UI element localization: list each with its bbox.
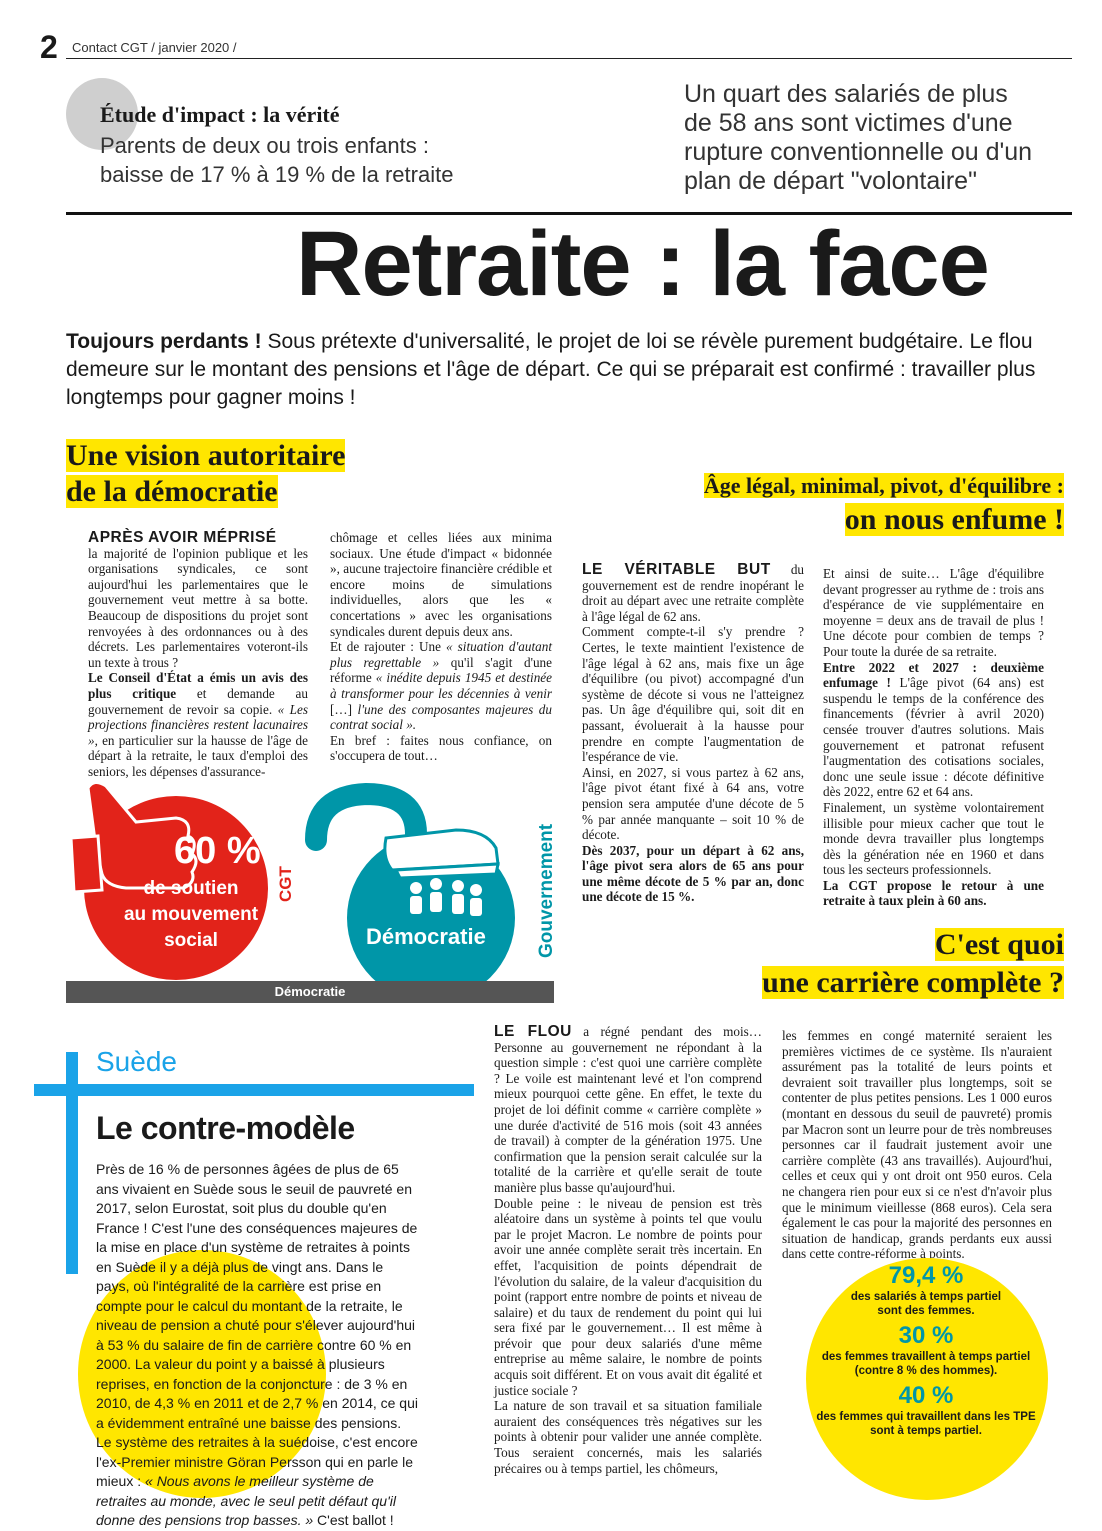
suede-title: Le contre-modèle [96,1110,355,1146]
gouvernement-label: Gouvernement [536,823,557,958]
infographic [66,778,556,1006]
stat-value: 79,4 % [888,1262,964,1289]
vision-col2-italic1: « situation d'autant plus regrettable » [330,639,552,670]
impact-study-line1: Parents de deux ou trois enfants : [100,133,429,158]
vision-p2-end: , en particulier sur la hausse de l'âge de départ à la retraite, le taux d'emploi des seniors, les dépenses d'assurance- [88,732,308,779]
age-p2: Comment compte-t-il s'y prendre ? Certes, le texte maintient l'existence de l'âge légal à 62 ans, mais fixe un âge d'équilibre (ou pivot) accompagné d'un système de décote si vous ne l'atteignez pas. Un âge d'équilibre qui, soit dit en passant, évoluerait à la hausse pour prendre en compte l'augmentation de l'espérance de vie. [582,624,804,765]
vision-title-line2: de la démocratie [66,475,278,508]
age-title-line1: Âge légal, minimal, pivot, d'équilibre : [703,473,1064,498]
age-col2-p4-bold: La CGT propose le retour à une retraite à taux plein à 60 ans. [823,877,1044,909]
vision-p2: et demande au gouvernement de revoir sa copie. [88,685,308,717]
carriere-title-line2: une carrière complète ? [762,966,1064,999]
stats-block [770,1262,1082,1438]
carriere-col1 [494,1024,762,1476]
support-line1: de soutien [143,878,239,899]
carriere-col2 [782,1028,1052,1262]
vision-col2-mid: qu'il s'agit d'une réforme [330,654,553,686]
cgt-label: CGT [276,866,295,902]
vision-p2-bold: Le Conseil d'État a émis un avis des plus critique [88,670,308,701]
carriere-p1: a régné pendant des mois… Personne au gouvernement ne répondant à la question simple : c'est quoi une carrière complète ? Le voile est maintenant levé et l'on comprend mieux pourquoi cette gêne. En effet, le texte du projet de loi définit comme « carrière complète » une durée d'activité de 516 mois (soit 43 années de travail) à compter de la génération 1975. Une confirmation que la pension serait calculée sur la totalité de la carrière et qu'elle serait de toute manière plus basse qu'aujourd'hui. [494,1024,762,1195]
stat-line: des femmes qui travaillent dans les TPE [816,1411,1036,1423]
age-col1 [582,562,804,905]
intro-bold: Toujours perdants ! [66,330,262,353]
stat-line: des salariés à temps partiel [850,1291,1002,1303]
vision-lead: APRÈS AVOIR MÉPRISÉ [88,529,277,546]
carriere-title [560,926,1064,1002]
quarter-line: Un quart des salariés de plus [684,80,1008,108]
age-title [560,472,1064,540]
carriere-p3: La nature de son travail et sa situation familiale auraient des conséquences très négatives sur les points à obtenir pour valider une année complète. Tous seraient concernés, mais les salariés précaires ou à temps partiel, les chômeurs, [494,1398,762,1476]
stat-value: 40 % [898,1382,954,1409]
percent-60: 60 % [174,830,261,872]
suede-end: C'est ballot ! [313,1512,394,1528]
stat-line: des femmes travaillent à temps partiel [821,1351,1031,1363]
quarter-workers-box [684,80,1032,196]
age-col2-p2: L'âge pivot (64 ans) est suspendu le temps de la conférence des financements (février à avril 2020) censée trouver d'autres solutions. Mais gouvernement et patronat refusent l'augmentation des cotisations sociales, donc une seule issue : décote définitive dès 2022, entre 62 et 64 ans. [823,675,1044,800]
vision-col2 [330,530,552,764]
suede-kicker: Suède [96,1046,183,1078]
stat-line: sont des femmes. [877,1305,975,1317]
age-col2 [823,566,1044,909]
support-label [116,876,266,954]
vision-col2-p3: En bref : faites nous confiance, on s'occupera de tout… [330,732,552,764]
age-p3: Ainsi, en 2027, si vous partez à 62 ans, l'âge pivot étant fixé à 64 ans, votre pension sera amputée d'une décote de 5 % par année manquante – soit 10 % de décote. [582,764,804,843]
intro-paragraph [66,328,1036,412]
vision-col2-p2: Et de rajouter : Une [330,639,447,655]
age-col2-p1: Et ainsi de suite… L'âge d'équilibre devant progresser au rythme de : trois ans d'espérance de vie supplémentaire en moyenne = deux ans de travail de plus ! Une décote pour combien de temps ? Pour toute la durée de sa retraite. [823,566,1044,659]
quarter-line: rupture conventionnelle ou d'un [684,138,1033,166]
stat-line: sont à temps partiel. [870,1425,982,1437]
quarter-line: plan de départ "volontaire" [684,167,977,195]
age-col2-p3: Finalement, un système volontairement illisible pour mieux cacher que tout le monde devra travailler plus longtemps dès la génération née en 1960 et dans tous les secteurs professionnels. [823,799,1044,878]
vision-title [66,438,345,510]
intro-text: Sous prétexte d'universalité, le projet de loi se révèle purement budgétaire. Le flou demeure sur le montant des pensions et l'âge de départ. Ce qui se préparait est confirmé : travailler plus longtemps pour gagner moins ! [66,330,1036,409]
democratie-bar-label: Démocratie [274,984,346,999]
age-title-line2: on nous enfume ! [844,503,1064,536]
age-p4-bold: Dès 2037, pour un départ à 62 ans, l'âge pivot sera alors de 65 ans pour une même décote de 5 % par an, donc une décote de 15 %. [582,842,804,905]
vision-col1 [88,530,308,780]
age-lead: LE VÉRITABLE BUT [582,561,771,578]
democratie-circle-label: Démocratie [366,924,486,949]
boot-icon [385,830,498,878]
vision-col2-mid2: […] [330,701,358,717]
carriere-title-line1: C'est quoi [934,928,1064,961]
stat-line: (contre 8 % des hommes). [854,1365,998,1377]
vision-col2-italic3: l'une des composantes majeures du contrat social ». [330,701,552,733]
vision-col2-p1: chômage et celles liées aux minima sociaux. Une étude d'impact « bidonnée », aucune trajectoire financière crédible et encore moins de simulations individuelles, alors que les « concertations » avec les organisations syndicales durent depuis deux ans. [330,530,552,639]
vision-col2-italic2: « inédite depuis 1945 et destinée à transformer pour les décennies à venir [330,670,552,701]
vision-title-line1: Une vision autoritaire [66,439,346,472]
carriere-col2-p1: les femmes en congé maternité seraient les premières victimes de ce système. Ils n'auraient assurément pas la totalité de leurs points et devraient soit travailler plus longtemps, soit se contenter de plus petites pensions. Les 1 000 euros (montant en dessous du seuil de pauvreté) promis par Macron sont un leurre pour de très nombreuses personnes car il faudrait justement avoir une carrière complète (43 ans travaillés). Aujourd'hui, celles et ceux qui y ont droit ont 950 euros. Cela ne changera rien pour eux si ce n'est d'n'avoir plus que le minimum vieillesse (868 euros). Cela sera également le cas pour la majorité des personnes en situation de handicap, grands perdants eux aussi dans cette contre-réforme à points. [782,1028,1052,1262]
quarter-line: de 58 ans sont victimes d'une [684,109,1013,137]
suede-quote: « Nous avons le meilleur système de retraites au monde, avec le seul petit défaut qu'il donne des pensions trop basses. » [96,1473,396,1528]
age-col2-p2-bold: Entre 2022 et 2027 : deuxième enfumage ! [823,659,1044,691]
age-p1: du gouvernement est de rendre inopérant le droit au départ avec une retraite complète à l'âge légal de 62 ans. [582,562,805,624]
headline: Retraite : la face [296,213,989,315]
impact-study-line2: baisse de 17 % à 19 % de la retraite [100,162,454,187]
suede-body: Près de 16 % de personnes âgées de plus de 65 ans vivaient en Suède sous le seuil de pauvreté en 2017, selon Eurostat, soit plus du double qu'en France ! C'est l'une des conséquences majeures de la mise en place d'un système de retraites à points en Suède il y a déjà plus de vingt ans. Dans le pays, où l'intégralité de la carrière est prise en compte pour le calcul du montant de la retraite, le niveau de pension a chuté pour s'élever aujourd'hui à 53 % du salaire de fin de carrière contre 60 % en 2000. La valeur du point y a baissé à plusieurs reprises, en fonction de la conjoncture : de 3 % en 2010, de 4,3 % en 2011 et de 2,7 % en 2014, ce qui a évidemment entraîné une baisse des pensions. Le système des retraites à la suédoise, c'est encore l'ex-Premier ministre Göran Persson qui en parle le mieux : [96,1161,418,1489]
carriere-p2: Double peine : le niveau de pension est très aléatoire dans un système à points tel que voulu par le projet Macron. Le nombre de points pour avoir une année complète serait très incertain. En effet, l'acquisition de points dépendrait de l'évolution du salaire, de la valeur d'acquisition du point (rapport entre nombre de points et niveau de salaire) et du taux de rendement du point qui lui sera fixé par le gouvernement… Il est même à prévoir que pour deux salariés d'une même entreprise au même salaire, le nombre de points acquis soit différent. Et on vous avait dit égalité et justice sociale ? [494,1195,762,1398]
suede-cross-horizontal [34,1084,474,1096]
vision-p2-italic: « Les projections financières restent lacunaires » [88,701,308,748]
impact-study-title: Étude d'impact : la vérité [100,102,340,127]
page-number: 2 [40,29,58,65]
support-line3: social [164,930,218,951]
header-rule [66,58,1072,59]
support-line2: au mouvement [123,904,259,925]
stat-value: 30 % [898,1322,954,1349]
running-title: Contact CGT / janvier 2020 / [72,40,237,55]
carriere-lead: LE FLOU [494,1023,572,1040]
suede-text [96,1160,418,1531]
vision-p1: la majorité de l'opinion publique et les organisations syndicales, ce sont aujourd'hui les parlementaires que le gouvernement veut mettre à sa botte. Beaucoup de dispositions du projet sont renvoyées à des ordonnances ou à des décrets. Les parlementaires voteront-ils un texte à trous ? [88,545,308,670]
